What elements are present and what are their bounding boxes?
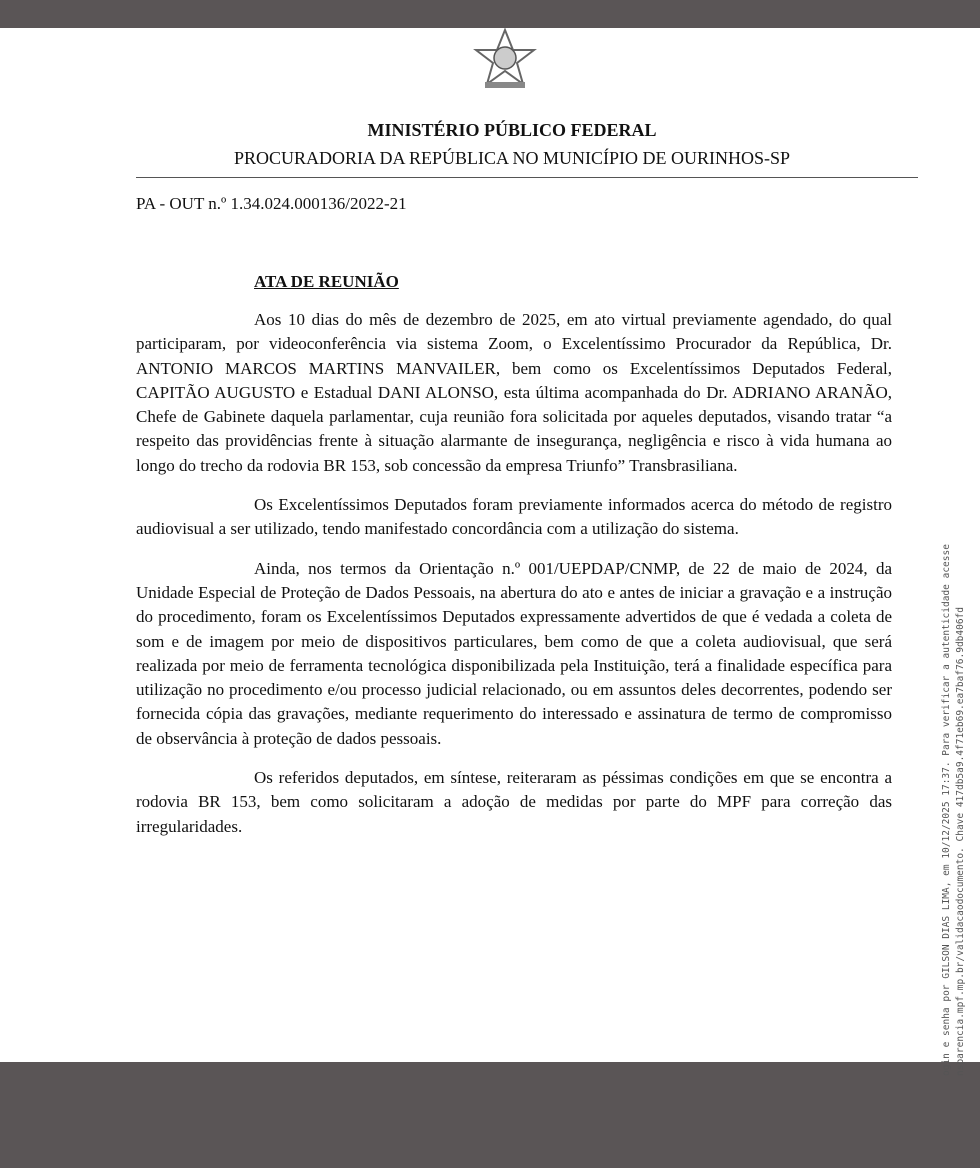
paragraph: Os Excelentíssimos Deputados foram previamente informados acerca do método de registro audiovisual a ser utilizado, tendo manifestado concordância com a utilização do sistema. (136, 495, 892, 539)
digital-signature-note: ogin e senha por GILSON DIAS LIMA, em 10/12/2025 17:37. Para verificar a autenticidade acesse nsparencia.mpf.mp.br/validacaodocumento. Chave 417db5a9.4f71eb69.ea7baf76.9db406fd (941, 544, 966, 1076)
document-title: ATA DE REUNIÃO (254, 272, 399, 291)
paragraph: Ainda, nos termos da Orientação n.º 001/UEPDAP/CNMP, de 22 de maio de 2024, da Unidade Especial de Proteção de Dados Pessoais, na abertura do ato e antes de iniciar a gravação e a instrução do procedimento, foram os Excelentíssimos Deputados expressamente advertidos de que é vedada a coleta de som e de imagem por meio de dispositivos particulares, bem como de que a coleta audiovisual, que será realizada por meio de ferramenta tecnológica disponibilizada pela Instituição, terá a finalidade específica para utilização no procedimento e/ou processo judicial relacionado, ou em assuntos deles decorrentes, podendo ser fornecida cópia das gravações, mediante requerimento do interessado e assinatura de termo de compromisso de observância à proteção de dados pessoais. (136, 558, 892, 748)
document-body (136, 308, 892, 854)
document-page (0, 28, 980, 1076)
coat-of-arms-icon (470, 28, 540, 92)
paragraph: Aos 10 dias do mês de dezembro de 2025, em ato virtual previamente agendado, do qual participaram, por videoconferência via sistema Zoom, o Excelentíssimo Procurador da República, Dr. ANTONIO MARCOS MARTINS MANVAILER, bem como os Excelentíssimos Deputados Federal, CAPITÃO AUGUSTO e Estadual DANI ALONSO, esta última acompanhada do Dr. ADRIANO ARANÃO, Chefe de Gabinete daquela parlamentar, cuja reunião fora solicitada por aqueles deputados, visando tratar “a respeito das providências frente à situação alarmante de insegurança, negligência e risco à vida humana ao longo do trecho da rodovia BR 153, sob concessão da empresa Triunfo” Transbrasiliana. (136, 310, 892, 475)
header-divider (136, 177, 918, 178)
institution-name: MINISTÉRIO PÚBLICO FEDERAL (367, 120, 657, 140)
paragraph: Os referidos deputados, em síntese, reiteraram as péssimas condições em que se encontra a rodovia BR 153, bem como solicitaram a adoção de medidas por parte do MPF para correção das irregularidades. (136, 768, 892, 836)
procedure-reference: PA - OUT n.º 1.34.024.000136/2022-21 (136, 194, 407, 213)
office-name: PROCURADORIA DA REPÚBLICA NO MUNICÍPIO DE OURINHOS-SP (233, 148, 791, 168)
